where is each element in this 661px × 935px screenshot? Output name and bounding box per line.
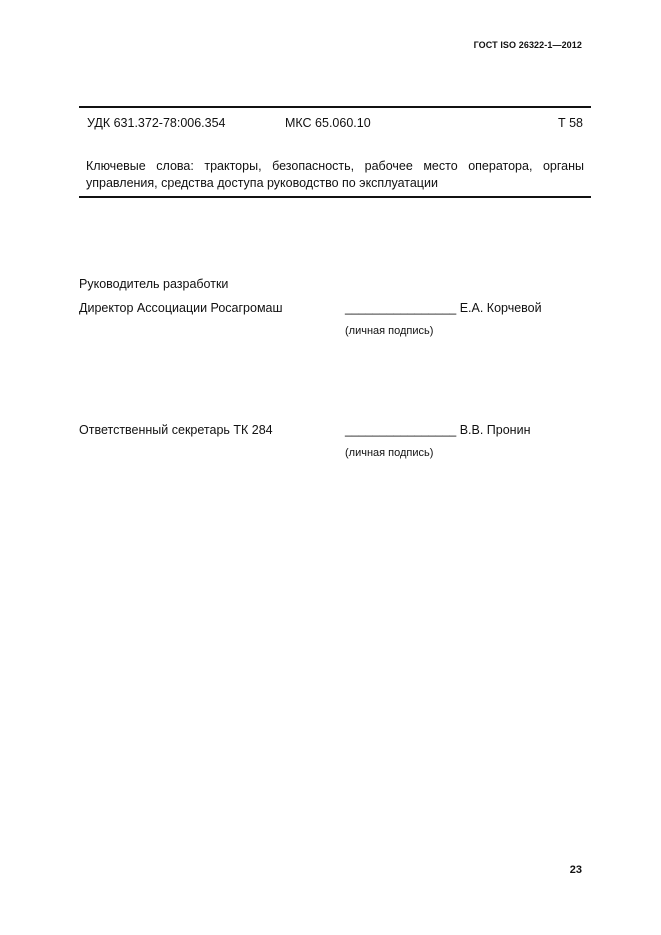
- okstu-code: Т 58: [557, 116, 583, 130]
- page-number: 23: [569, 864, 582, 876]
- bibliographic-data-block: [79, 106, 591, 198]
- keywords-line-2: управления, средства доступа руководство по эксплуатации: [86, 176, 438, 190]
- development-head-heading: Руководитель разработки: [79, 277, 229, 291]
- keywords-paragraph: [86, 158, 584, 192]
- director-position: Директор Ассоциации Росагромаш: [79, 301, 283, 315]
- director-signature-line: ________________ Е.А. Корчевой: [345, 301, 542, 315]
- document-code-header: ГОСТ ISO 26322-1—2012: [473, 40, 582, 50]
- keywords-line-1: Ключевые слова: тракторы, безопасность, рабочее место оператора, органы: [86, 159, 584, 173]
- classification-row: [87, 116, 583, 132]
- ics-code: МКС 65.060.10: [285, 116, 371, 130]
- secretary-position: Ответственный секретарь ТК 284: [79, 423, 273, 437]
- udc-code: УДК 631.372-78:006.354: [87, 116, 226, 130]
- secretary-signature-caption: (личная подпись): [345, 447, 434, 459]
- secretary-signature-line: ________________ В.В. Пронин: [345, 423, 531, 437]
- director-signature-caption: (личная подпись): [345, 325, 434, 337]
